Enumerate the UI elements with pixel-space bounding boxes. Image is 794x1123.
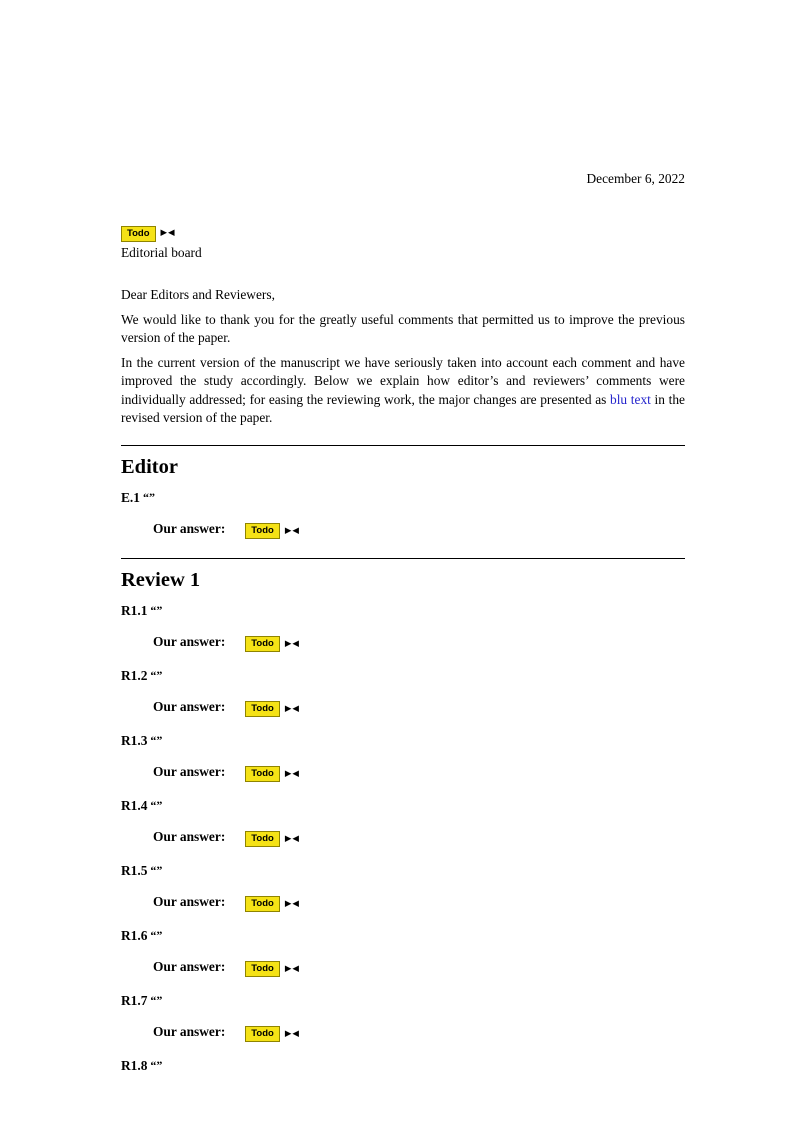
section-title-editor: Editor	[121, 455, 178, 478]
item-id: R1.1	[121, 602, 148, 618]
todo-badge	[121, 224, 176, 243]
paragraph-changes	[121, 354, 685, 428]
answer-label: Our answer:	[153, 699, 226, 715]
paragraph-changes-after: in the revised version of the paper.	[121, 391, 685, 426]
todo-badge	[245, 700, 300, 719]
salutation: Dear Editors and Reviewers,	[121, 287, 275, 303]
section-divider	[121, 445, 685, 446]
item-id: R1.8	[121, 1057, 148, 1073]
answer-row	[121, 762, 685, 784]
answer-row	[121, 632, 685, 654]
review-item	[121, 1056, 685, 1076]
todo-label: Todo	[245, 766, 280, 782]
item-id: R1.7	[121, 992, 148, 1008]
empty-quote: “”	[150, 927, 163, 942]
todo-label: Todo	[245, 1026, 280, 1042]
todo-label: Todo	[245, 523, 280, 539]
todo-badge	[245, 765, 300, 784]
recipient: Editorial board	[121, 244, 202, 260]
review-item	[121, 861, 685, 881]
todo-badge	[245, 895, 300, 914]
paragraph-thanks: We would like to thank you for the greatly useful comments that permitted us to improve the previous version of the paper.	[121, 311, 685, 346]
todo-marker-icon: ▶◀	[284, 638, 300, 649]
todo-marker-icon: ▶◀	[284, 525, 300, 536]
todo-marker-icon: ▶◀	[284, 703, 300, 714]
review-item	[121, 731, 685, 751]
todo-marker-icon: ▶◀	[160, 228, 176, 239]
paragraph-changes-before: In the current version of the manuscript we have seriously taken into account each comment and have improved the study accordingly. Below we explain how editor’s and reviewers’ comments were individually addressed; for easing the reviewing work, the major changes are presented as	[121, 354, 685, 407]
section-divider	[121, 558, 685, 559]
empty-quote: “”	[150, 667, 163, 682]
empty-quote: “”	[150, 732, 163, 747]
answer-row	[121, 957, 685, 979]
review-item	[121, 666, 685, 686]
answer-label: Our answer:	[153, 521, 226, 537]
answer-row	[121, 697, 685, 719]
answer-row	[121, 827, 685, 849]
blue-text: blu text	[610, 391, 651, 407]
review-item	[121, 991, 685, 1011]
item-id: R1.5	[121, 862, 148, 878]
review-item	[121, 796, 685, 816]
answer-label: Our answer:	[153, 959, 226, 975]
todo-label: Todo	[245, 896, 280, 912]
todo-badge	[245, 522, 300, 541]
answer-row	[121, 519, 685, 541]
todo-label: Todo	[245, 701, 280, 717]
item-id: R1.4	[121, 797, 148, 813]
answer-label: Our answer:	[153, 634, 226, 650]
empty-quote: “”	[150, 797, 163, 812]
review-item	[121, 488, 685, 508]
item-id: R1.6	[121, 927, 148, 943]
todo-label: Todo	[121, 226, 156, 242]
todo-marker-icon: ▶◀	[284, 1028, 300, 1039]
todo-marker-icon: ▶◀	[284, 833, 300, 844]
empty-quote: “”	[150, 602, 163, 617]
empty-quote: “”	[150, 862, 163, 877]
todo-marker-icon: ▶◀	[284, 898, 300, 909]
todo-marker-icon: ▶◀	[284, 768, 300, 779]
todo-badge	[245, 635, 300, 654]
todo-label: Todo	[245, 636, 280, 652]
section-title-review-1: Review 1	[121, 568, 201, 591]
review-item	[121, 601, 685, 621]
answer-label: Our answer:	[153, 894, 226, 910]
todo-label: Todo	[245, 831, 280, 847]
empty-quote: “”	[142, 489, 155, 504]
todo-marker-icon: ▶◀	[284, 963, 300, 974]
todo-badge	[245, 960, 300, 979]
empty-quote: “”	[150, 992, 163, 1007]
empty-quote: “”	[150, 1057, 163, 1072]
item-id: R1.3	[121, 732, 148, 748]
todo-badge	[245, 1025, 300, 1044]
item-id: E.1	[121, 489, 140, 505]
answer-label: Our answer:	[153, 829, 226, 845]
answer-row	[121, 1022, 685, 1044]
answer-label: Our answer:	[153, 764, 226, 780]
review-item	[121, 926, 685, 946]
date: December 6, 2022	[586, 171, 685, 186]
recipient-todo-row	[121, 223, 685, 243]
item-id: R1.2	[121, 667, 148, 683]
todo-badge	[245, 830, 300, 849]
answer-label: Our answer:	[153, 1024, 226, 1040]
answer-row	[121, 892, 685, 914]
todo-label: Todo	[245, 961, 280, 977]
